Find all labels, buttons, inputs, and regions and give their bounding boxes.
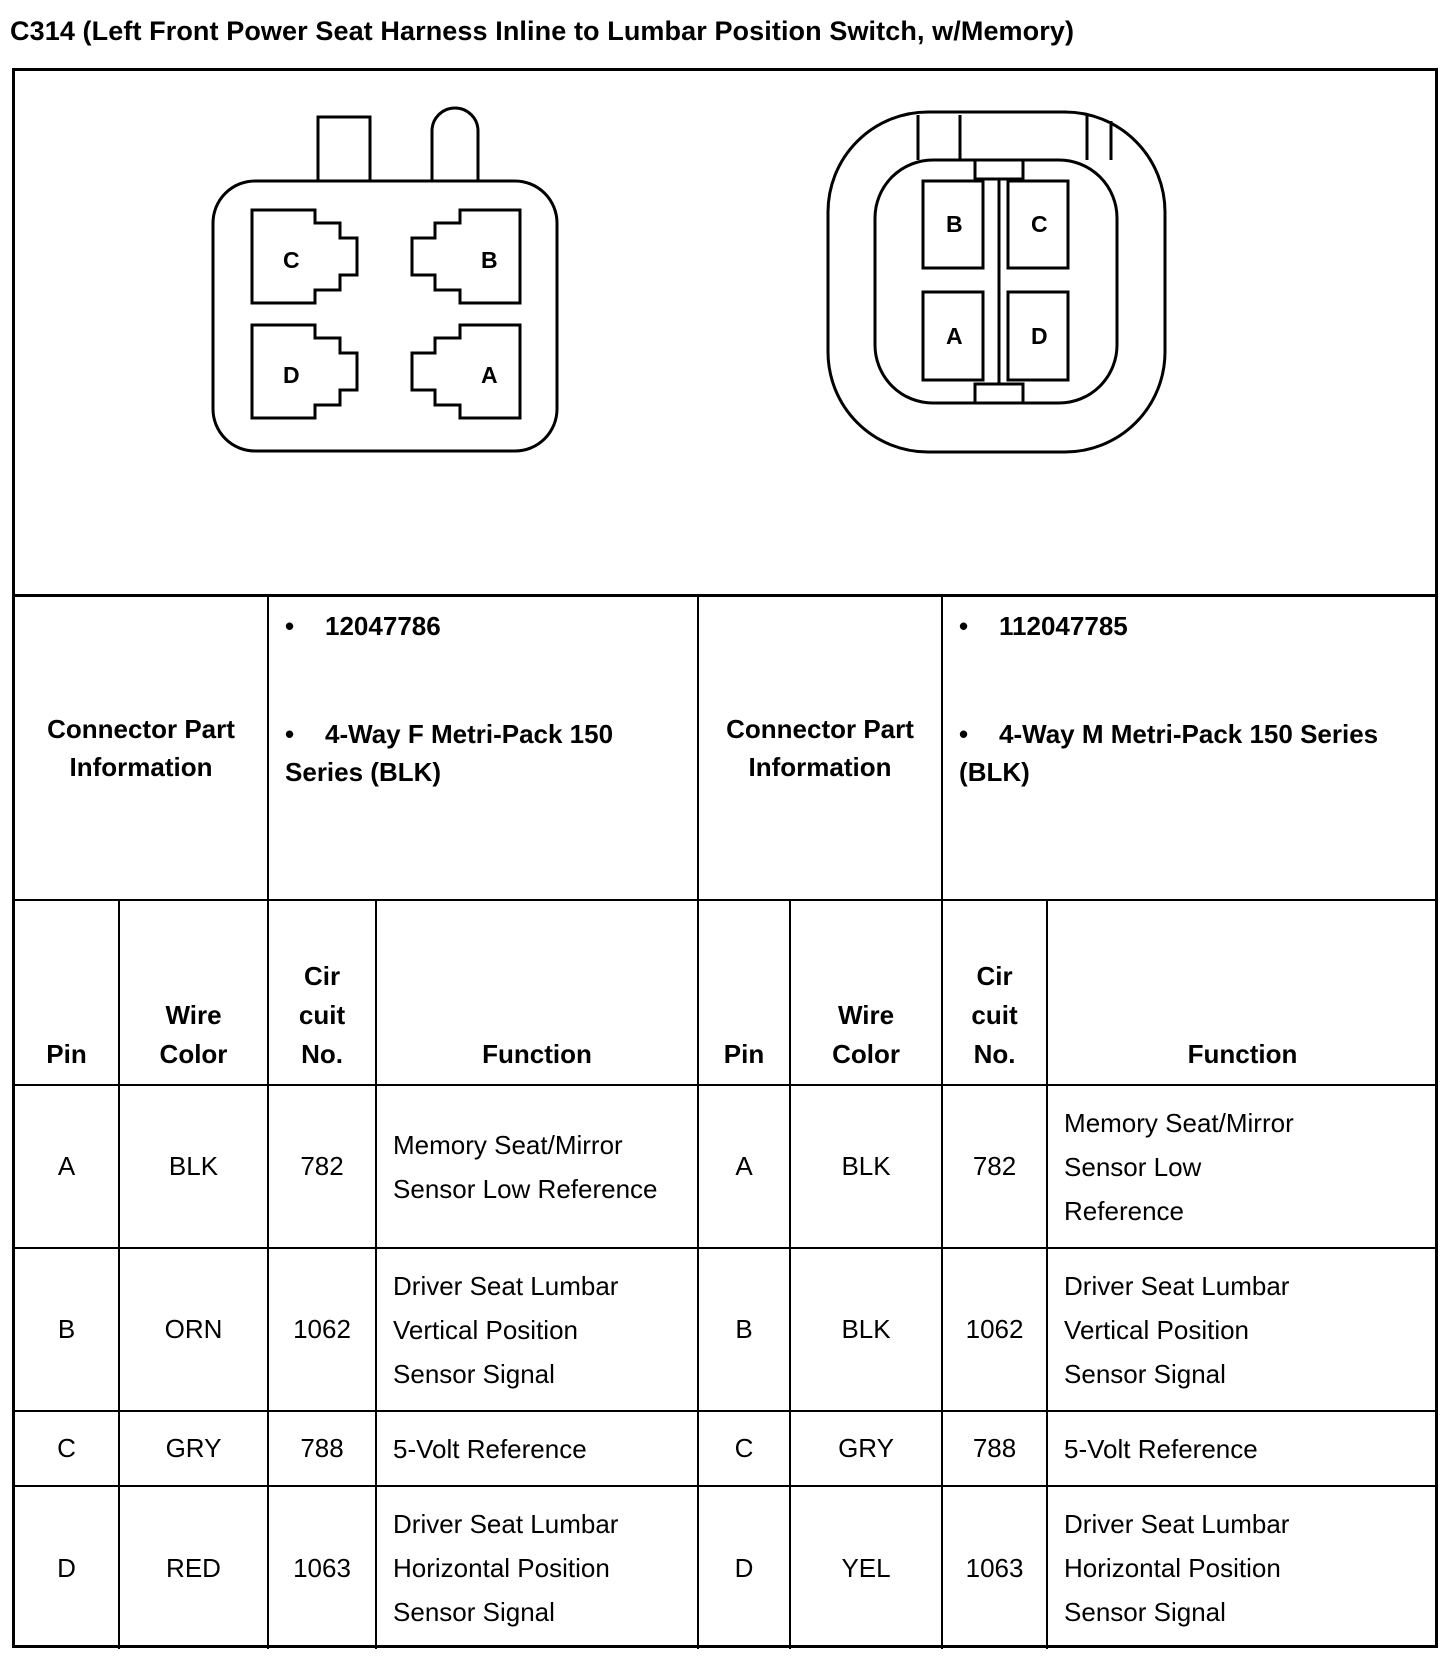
function-cell: Driver Seat Lumbar Horizontal Position Sensor Signal — [1047, 1486, 1437, 1649]
wire-color-cell: BLK — [790, 1085, 942, 1248]
connector-sheet — [12, 68, 1438, 1648]
wire-color-cell: ORN — [119, 1248, 268, 1411]
right-connector-info-label: Connector Part Information — [698, 597, 942, 900]
circuit-cell: 782 — [268, 1085, 376, 1248]
left-cavity-b — [412, 210, 520, 303]
pin-cell: B — [698, 1248, 790, 1411]
pin-cell: C — [698, 1411, 790, 1486]
right-connector-outer-shell — [828, 112, 1165, 452]
function-cell: 5-Volt Reference — [1047, 1411, 1437, 1486]
left-cavity-d — [252, 325, 357, 418]
bullet-icon: • — [959, 719, 969, 749]
left-connector-description: 4-Way F Metri-Pack 150 Series (BLK) — [285, 719, 614, 787]
header-circuit-no: Cir cuit No. — [268, 900, 376, 1085]
pin-cell: D — [698, 1486, 790, 1649]
pin-cell: A — [15, 1085, 119, 1248]
left-pin-label-c: C — [283, 247, 300, 273]
circuit-cell: 1063 — [942, 1486, 1047, 1649]
header-wire-color: Wire Color — [119, 900, 268, 1085]
pinout-table — [15, 597, 1437, 1649]
function-cell: Memory Seat/Mirror Sensor Low Reference — [1047, 1085, 1437, 1248]
wire-color-cell: GRY — [790, 1411, 942, 1486]
right-pin-label-a: A — [946, 323, 963, 349]
left-connector-face — [213, 108, 557, 451]
circuit-cell: 782 — [942, 1085, 1047, 1248]
right-top-divider — [975, 160, 1023, 179]
left-pin-label-d: D — [283, 362, 300, 388]
function-cell: Driver Seat Lumbar Horizontal Position Sensor Signal — [376, 1486, 698, 1649]
circuit-cell: 1062 — [268, 1248, 376, 1411]
page-title: C314 (Left Front Power Seat Harness Inline to Lumbar Position Switch, w/Memory) — [10, 16, 1075, 46]
pin-cell: C — [15, 1411, 119, 1486]
header-function: Function — [1047, 900, 1437, 1085]
right-bottom-divider — [975, 384, 1023, 403]
pin-cell: B — [15, 1248, 119, 1411]
wire-color-cell: BLK — [119, 1085, 268, 1248]
table-row — [15, 1411, 1437, 1486]
left-connector-part-info — [268, 597, 698, 900]
circuit-cell: 788 — [942, 1411, 1047, 1486]
table-row — [15, 1486, 1437, 1649]
circuit-cell: 788 — [268, 1411, 376, 1486]
right-pin-label-b: B — [946, 211, 963, 237]
header-pin: Pin — [15, 900, 119, 1085]
left-cavity-c — [252, 210, 357, 303]
right-connector-face — [828, 112, 1165, 452]
left-pin-label-b: B — [481, 247, 498, 273]
header-circuit-no: Cir cuit No. — [942, 900, 1047, 1085]
right-pin-label-d: D — [1031, 323, 1048, 349]
wire-color-cell: BLK — [790, 1248, 942, 1411]
right-connector-description: 4-Way M Metri-Pack 150 Series (BLK) — [959, 719, 1379, 787]
header-pin: Pin — [698, 900, 790, 1085]
left-pin-label-a: A — [481, 362, 498, 388]
bullet-icon: • — [959, 611, 969, 641]
column-header-row — [15, 900, 1437, 1085]
right-part-number: 112047785 — [999, 611, 1128, 641]
wire-color-cell: GRY — [119, 1411, 268, 1486]
function-cell: Driver Seat Lumbar Vertical Position Sensor Signal — [1047, 1248, 1437, 1411]
table-row — [15, 1248, 1437, 1411]
bullet-icon: • — [285, 719, 295, 749]
left-cavity-a — [412, 325, 520, 418]
right-connector-inner-body — [875, 160, 1117, 403]
connector-info-row — [15, 597, 1437, 900]
left-connector-info-label: Connector Part Information — [15, 597, 268, 900]
bullet-icon: • — [285, 611, 295, 641]
left-part-number: 12047786 — [325, 611, 441, 641]
right-connector-part-info — [942, 597, 1437, 900]
pin-cell: A — [698, 1085, 790, 1248]
header-wire-color: Wire Color — [790, 900, 942, 1085]
function-cell: 5-Volt Reference — [376, 1411, 698, 1486]
connector-diagram-area — [15, 71, 1435, 597]
right-pin-label-c: C — [1031, 211, 1048, 237]
circuit-cell: 1063 — [268, 1486, 376, 1649]
right-key-ribs — [918, 115, 1111, 160]
circuit-cell: 1062 — [942, 1248, 1047, 1411]
header-function: Function — [376, 900, 698, 1085]
left-latch-post — [432, 108, 478, 181]
function-cell: Driver Seat Lumbar Vertical Position Sensor Signal — [376, 1248, 698, 1411]
left-latch-tab — [318, 117, 370, 181]
function-cell: Memory Seat/Mirror Sensor Low Reference — [376, 1085, 698, 1248]
table-row — [15, 1085, 1437, 1248]
connector-diagrams — [15, 71, 1435, 591]
left-connector-housing — [213, 181, 557, 451]
wire-color-cell: RED — [119, 1486, 268, 1649]
pin-cell: D — [15, 1486, 119, 1649]
wire-color-cell: YEL — [790, 1486, 942, 1649]
